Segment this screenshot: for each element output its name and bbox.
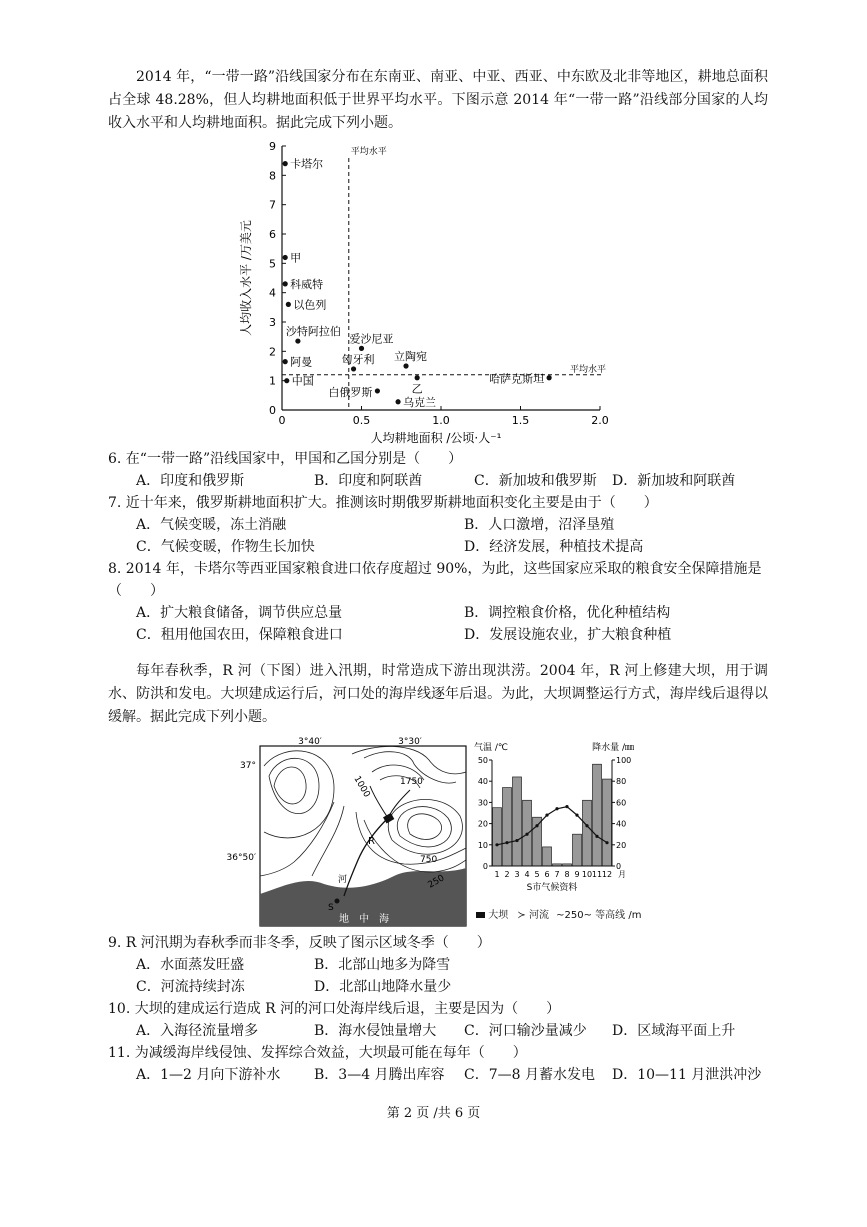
map-legend <box>476 906 641 921</box>
q8-option-a[interactable]: A．扩大粮食储备，调节供应总量 <box>136 605 343 621</box>
average-x-label: 平均水平 <box>350 147 387 157</box>
contour-label-1750: 1750 <box>400 777 423 787</box>
x-tick-label: 0 <box>278 414 286 427</box>
data-point-label: 中国 <box>291 374 314 388</box>
temperature-point <box>605 841 608 844</box>
r-river-contour-map <box>224 736 474 932</box>
month-tick-label: 10 <box>581 870 593 879</box>
precipitation-axis-title: 降水量 /㎜ <box>592 743 634 753</box>
x-tick-label: 0.5 <box>352 414 371 427</box>
data-point-label: 沙特阿拉伯 <box>285 325 341 339</box>
average-y-label: 平均水平 <box>570 364 607 375</box>
river-label-r: R <box>368 836 375 847</box>
data-point <box>547 375 552 380</box>
precipitation-bar <box>503 788 512 866</box>
temp-tick-label: 20 <box>477 819 488 829</box>
temperature-point <box>575 814 578 817</box>
longitude-label-1: 3°40′ <box>298 737 322 747</box>
data-point-label: 乌克兰 <box>403 395 437 409</box>
x-tick-label: 2.0 <box>591 414 609 427</box>
temp-tick-label: 40 <box>477 777 488 787</box>
contour-label-1000: 1000 <box>351 774 372 800</box>
y-tick-label: 1 <box>269 374 276 388</box>
data-point <box>395 399 400 404</box>
q10-option-c[interactable]: C．河口输沙量减少 <box>464 1023 587 1039</box>
temperature-point <box>595 835 598 838</box>
month-tick-label: 9 <box>574 870 580 879</box>
data-point-label: 哈萨克斯坦 <box>489 372 545 386</box>
y-tick-label: 8 <box>269 169 276 183</box>
question-6-stem: 6. 在“一带一路”沿线国家中，甲国和乙国分别是（ ） <box>108 451 463 467</box>
y-tick-label: 2 <box>269 345 276 359</box>
question-10-stem: 10. 大坝的建成运行造成 R 河的河口处海岸线后退，主要是因为（ ） <box>108 1001 561 1017</box>
temperature-point <box>565 805 568 808</box>
data-point <box>283 161 288 166</box>
y-tick-label: 4 <box>269 286 276 300</box>
data-point <box>283 359 288 364</box>
q9-option-b[interactable]: B．北部山地多为降雪 <box>314 957 451 973</box>
s-city-climate-chart <box>474 738 634 902</box>
q8-option-b[interactable]: B．调控粮食价格，优化种植结构 <box>464 605 671 621</box>
precipitation-bar <box>593 764 602 866</box>
temperature-point <box>525 833 528 836</box>
month-tick-label: 2 <box>504 870 510 879</box>
q8-option-d[interactable]: D．发展设施农业，扩大粮食种植 <box>464 627 672 643</box>
y-tick-label: 6 <box>269 228 276 241</box>
q11-option-c[interactable]: C．7—8 月蓄水发电 <box>464 1067 595 1083</box>
data-point <box>283 281 288 286</box>
y-tick-label: 9 <box>269 140 276 153</box>
longitude-label-2: 3°30′ <box>398 737 422 747</box>
q10-option-a[interactable]: A．入海径流量增多 <box>136 1023 259 1039</box>
legend-dam-label: 大坝 <box>488 910 509 921</box>
q6-option-b[interactable]: B．印度和阿联酋 <box>314 473 423 489</box>
data-point <box>415 375 420 380</box>
q7-option-c[interactable]: C．气候变暖，作物生长加快 <box>136 539 315 555</box>
temperature-point <box>585 824 588 827</box>
precipitation-bar <box>573 834 582 866</box>
contour-label-250: 250 <box>426 873 447 891</box>
y-tick-label: 0 <box>269 404 276 417</box>
x-tick-label: 1.5 <box>511 414 530 427</box>
precipitation-bar <box>493 808 502 866</box>
precip-tick-label: 100 <box>616 756 632 765</box>
data-point-label: 以色列 <box>293 298 327 312</box>
data-point <box>295 338 300 343</box>
y-axis-title: 人均收入水平 /万美元 <box>239 220 253 336</box>
q10-option-d[interactable]: D．区域海平面上升 <box>612 1023 736 1039</box>
data-point-label: 科威特 <box>290 277 324 291</box>
climate-chart-title: S市气候资料 <box>526 883 578 893</box>
q11-option-d[interactable]: D．10—11 月泄洪冲沙 <box>612 1067 762 1083</box>
temp-tick-label: 30 <box>477 798 488 808</box>
x-tick-label: 1.0 <box>432 414 450 427</box>
month-tick-label: 7 <box>554 870 560 879</box>
data-point <box>403 363 408 368</box>
question-11-stem: 11. 为减缓海岸线侵蚀、发挥综合效益，大坝最可能在每年（ ） <box>108 1045 527 1061</box>
month-tick-label: 3 <box>514 870 520 879</box>
q6-option-d[interactable]: D．新加坡和阿联酋 <box>612 473 736 489</box>
precip-tick-label: 60 <box>616 798 627 808</box>
intro-paragraph-2: 每年春秋季，R 河（下图）进入汛期，时常造成下游出现洪涝。2004 年，R 河上修建大坝，用于调水、防洪和发电。大坝建成运行后，河口处的海岸线逐年后退。为此，大坝调整运行方式，海岸线后退得以缓解。据此完成下列小题。 <box>108 663 768 725</box>
q9-option-d[interactable]: D．北部山地降水量少 <box>314 979 452 995</box>
intro-paragraph-1: 2014 年，“一带一路”沿线国家分布在东南亚、南亚、中亚、西亚、中东欧及北非等地区，耕地总面积占全球 48.28%，但人均耕地面积低于世界平均水平。下图示意 2014 年“一带一路”沿线部分国家的人均收入水平和人均耕地面积。据此完成下列小题。 <box>108 69 768 131</box>
q11-option-a[interactable]: A．1—2 月向下游补水 <box>136 1067 281 1083</box>
data-point-label: 卡塔尔 <box>290 157 324 171</box>
data-point-label: 白俄罗斯 <box>328 385 373 399</box>
city-s-marker <box>335 899 340 904</box>
precipitation-bar <box>603 779 612 866</box>
data-point <box>359 346 364 351</box>
precipitation-bar <box>513 777 522 866</box>
month-tick-label: 8 <box>564 870 570 879</box>
question-8-stem: 8. 2014 年，卡塔尔等西亚国家粮食进口依存度超过 90%，为此，这些国家应采取的粮食安全保障措施是（ ） <box>108 561 762 599</box>
data-point-label: 立陶宛 <box>394 350 428 363</box>
month-tick-label: 12 <box>601 870 613 879</box>
data-point-label: 乙 <box>411 382 423 396</box>
q11-option-b[interactable]: B．3—4 月腾出库容 <box>314 1067 445 1083</box>
month-unit-label: 月 <box>618 870 626 879</box>
temperature-point <box>505 841 508 844</box>
question-7-stem: 7. 近十年来，俄罗斯耕地面积扩大。推测该时期俄罗斯耕地面积变化主要是由于（ ） <box>108 495 658 511</box>
y-tick-label: 7 <box>269 198 276 212</box>
data-point-label: 匈牙利 <box>341 352 375 366</box>
river-legend-icon: ≻ <box>517 910 526 921</box>
precip-tick-label: 20 <box>616 840 627 850</box>
precipitation-bar <box>583 800 592 866</box>
month-tick-label: 5 <box>534 870 540 879</box>
data-point-label: 阿曼 <box>290 355 313 369</box>
data-point <box>286 302 291 307</box>
q7-option-d[interactable]: D．经济发展，种植技术提高 <box>464 539 644 555</box>
month-tick-label: 6 <box>544 870 550 879</box>
y-tick-label: 3 <box>269 316 276 329</box>
month-tick-label: 4 <box>524 870 530 879</box>
temperature-point <box>495 843 498 846</box>
temperature-point <box>535 824 538 827</box>
month-tick-label: 11 <box>591 870 603 879</box>
data-point <box>351 366 356 371</box>
month-tick-label: 1 <box>494 870 500 879</box>
q6-option-a[interactable]: A．印度和俄罗斯 <box>136 473 245 489</box>
income-farmland-scatter-chart <box>236 138 636 444</box>
legend-contour-label: ~250~ 等高线 /m <box>556 910 642 921</box>
y-tick-label: 5 <box>269 257 276 271</box>
question-9-stem: 9. R 河汛期为春秋季而非冬季，反映了图示区域冬季（ ） <box>108 935 491 951</box>
temperature-axis-title: 气温 /℃ <box>474 743 509 753</box>
dam-legend-icon <box>476 912 485 918</box>
sea-label: 地 中 海 <box>339 914 389 925</box>
latitude-label-2: 36°50′ <box>226 853 256 863</box>
data-point <box>283 255 288 260</box>
q8-option-c[interactable]: C．租用他国农田，保障粮食进口 <box>136 627 343 643</box>
temperature-point <box>545 814 548 817</box>
temperature-point <box>515 839 518 842</box>
latitude-label-1: 37° <box>240 761 256 771</box>
page-footer: 第 2 页 /共 6 页 <box>386 1106 481 1121</box>
temp-tick-label: 50 <box>477 756 488 765</box>
city-s-label: S <box>328 903 334 913</box>
river-mouth-label: 河 <box>338 875 348 885</box>
temp-tick-label: 0 <box>482 862 488 871</box>
precip-tick-label: 80 <box>616 777 627 787</box>
data-point-label: 甲 <box>290 251 302 265</box>
q6-option-c[interactable]: C．新加坡和俄罗斯 <box>474 473 597 489</box>
precip-tick-label: 0 <box>616 862 622 871</box>
precip-tick-label: 40 <box>616 819 627 829</box>
data-point <box>284 378 289 383</box>
q7-option-b[interactable]: B．人口激增，沼泽垦殖 <box>464 517 615 533</box>
q7-option-a[interactable]: A．气候变暖，冻土消融 <box>136 517 287 533</box>
data-point-label: 爱沙尼亚 <box>349 332 394 346</box>
data-point <box>375 388 380 393</box>
legend-river-label: 河流 <box>528 910 549 921</box>
temp-tick-label: 10 <box>477 840 488 850</box>
temperature-point <box>555 807 558 810</box>
x-axis-title: 人均耕地面积 /公顷·人⁻¹ <box>370 431 502 444</box>
q10-option-b[interactable]: B．海水侵蚀量增大 <box>314 1023 437 1039</box>
q9-option-c[interactable]: C．河流持续封冻 <box>136 979 245 995</box>
q9-option-a[interactable]: A．水面蒸发旺盛 <box>136 957 245 973</box>
contour-label-750: 750 <box>420 855 438 865</box>
precipitation-bar <box>543 847 552 866</box>
